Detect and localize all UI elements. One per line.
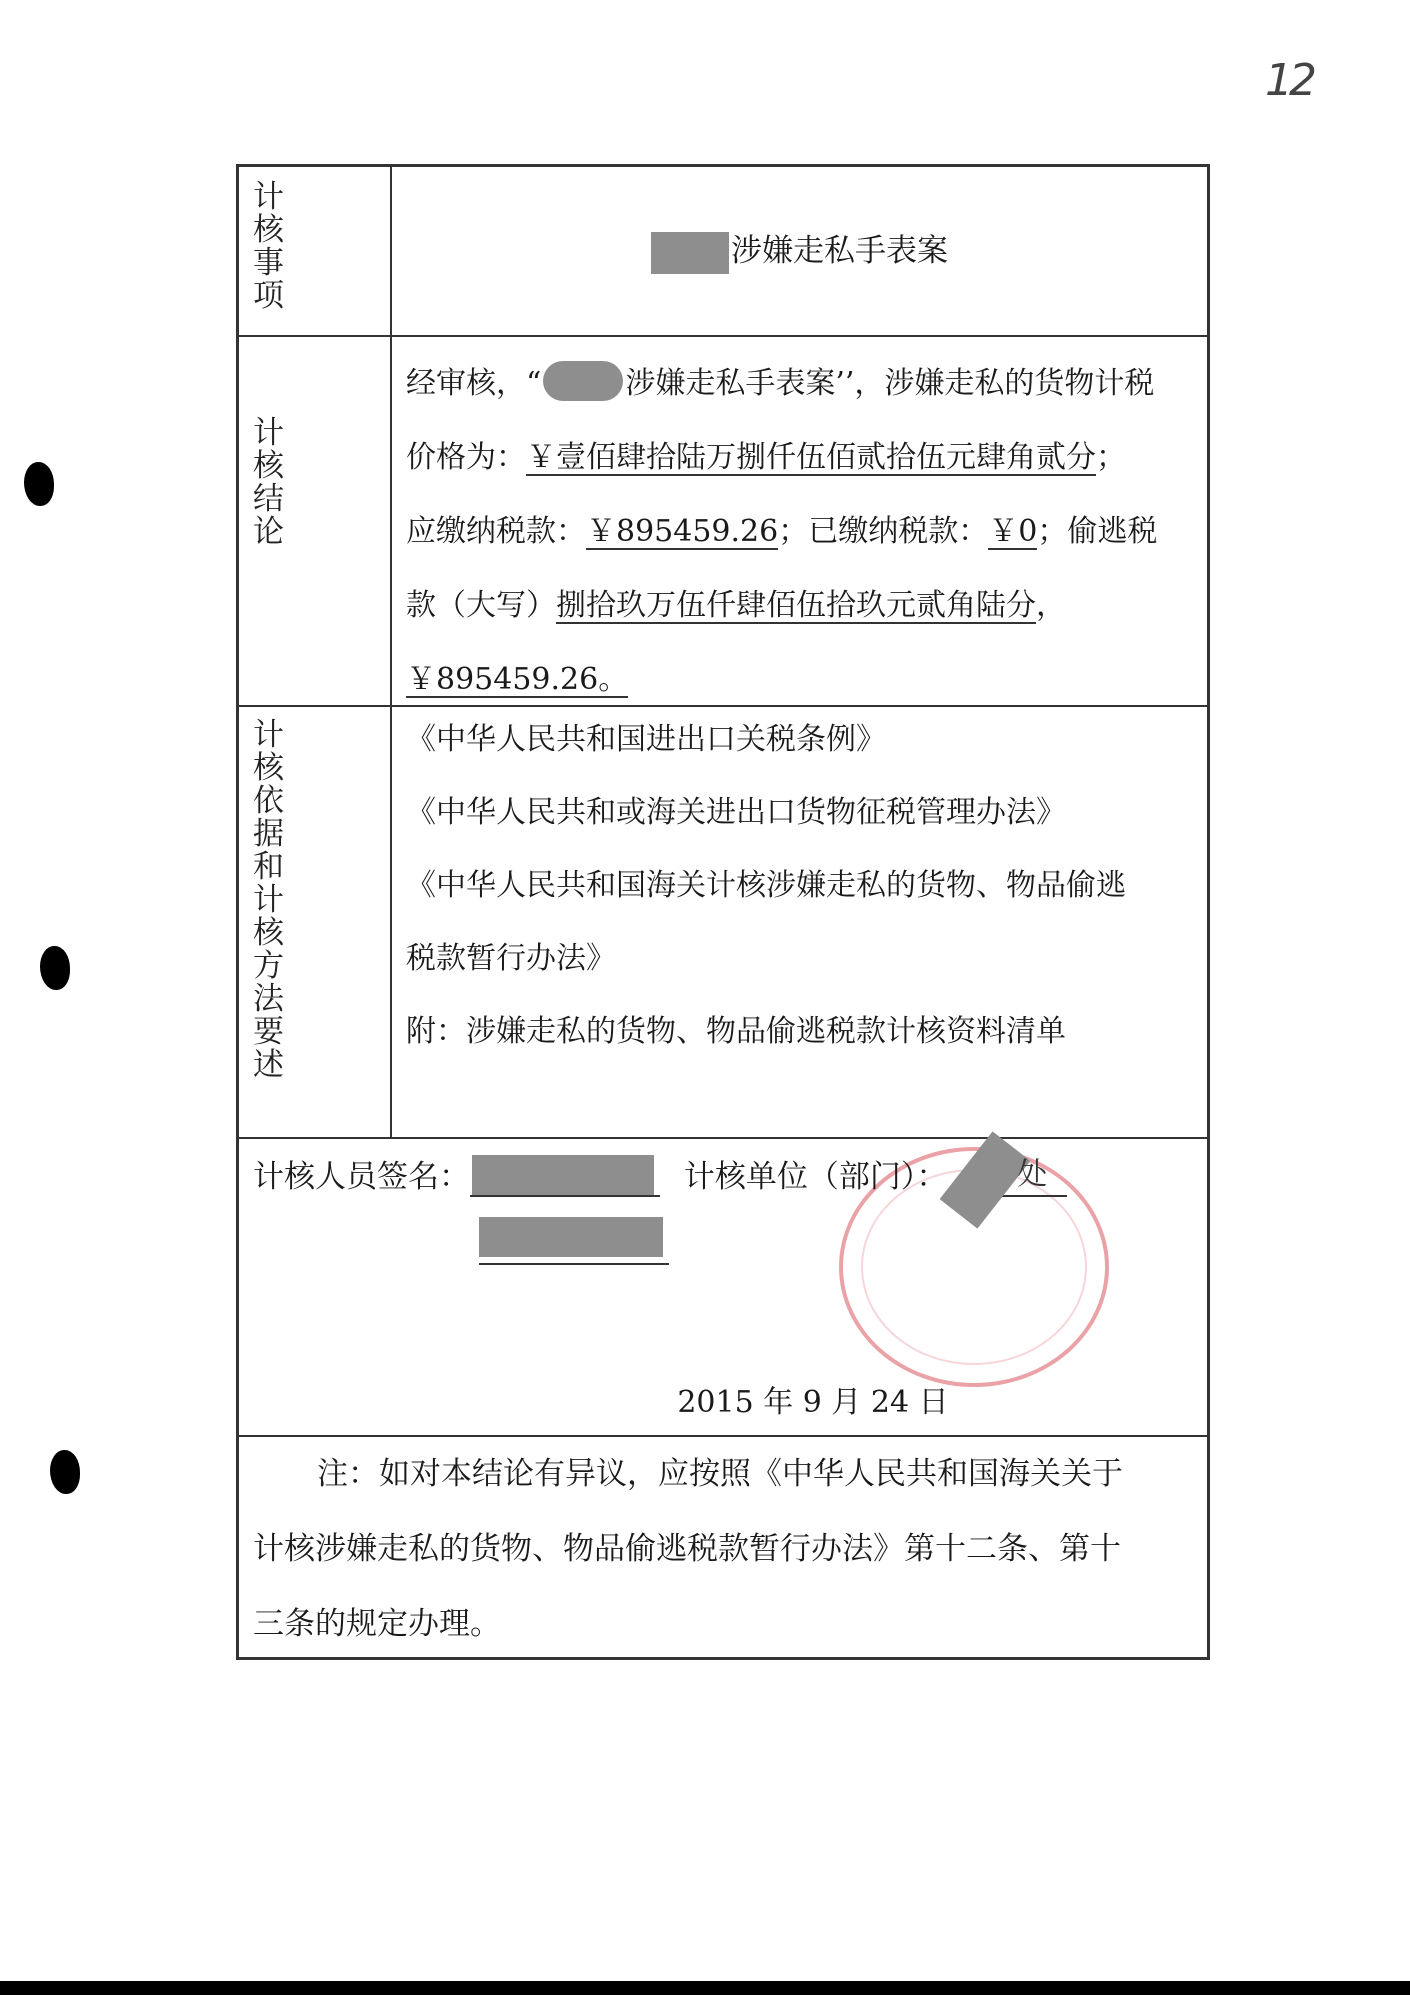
- subject-case-name: 涉嫌走私手表案: [731, 233, 948, 269]
- scan-edge: [0, 1981, 1410, 1995]
- subject-text: [392, 225, 1207, 274]
- conclusion-line-2: 价格为：￥壹佰肆拾陆万捌仟伍佰贰拾伍元肆角贰分；: [406, 440, 1126, 475]
- basis-line: 《中华人民共和国进出口关税条例》: [406, 722, 886, 757]
- conclusion-row: [239, 335, 1207, 705]
- basis-row: [239, 705, 1207, 1137]
- dept-suffix: 处: [1017, 1157, 1048, 1192]
- note-row: [239, 1435, 1207, 1660]
- page-number: 12: [1265, 55, 1313, 106]
- signer-signature-field: [470, 1155, 660, 1197]
- conclusion-line-4: 款（大写）捌拾玖万伍仟肆佰伍拾玖元贰角陆分，: [406, 588, 1066, 623]
- evaded-tax-value: ￥895459.26。: [406, 662, 629, 697]
- basis-content-cell: [392, 707, 1207, 1137]
- note-text: [253, 1437, 1195, 1662]
- redaction-block: [479, 1217, 663, 1257]
- tax-paid-value: ￥0: [988, 514, 1038, 549]
- punch-hole: [40, 946, 70, 990]
- conclusion-content-cell: [392, 337, 1207, 705]
- redaction-block: [472, 1155, 654, 1195]
- note-line: 计核涉嫌走私的货物、物品偷逃税款暂行办法》第十二条、第十: [253, 1531, 1121, 1567]
- basis-line: 《中华人民共和或海关进出口货物征税管理办法》: [406, 795, 1066, 830]
- basis-line: 《中华人民共和国海关计核涉嫌走私的货物、物品偷逃: [406, 868, 1126, 903]
- tax-payable-value: ￥895459.26: [586, 514, 779, 549]
- subject-label: 计核事项: [253, 179, 284, 314]
- note-line: 三条的规定办理。: [253, 1606, 501, 1642]
- punch-hole: [24, 462, 54, 506]
- signature-row: [239, 1137, 1207, 1435]
- note-line: 注：如对本结论有异议，应按照《中华人民共和国海关关于: [317, 1456, 1123, 1492]
- conclusion-line-3: 应缴纳税款：￥895459.26；已缴纳税款：￥0；偷逃税: [406, 514, 1158, 549]
- basis-line: 附：涉嫌走私的货物、物品偷逃税款计核资料清单: [406, 1014, 1066, 1049]
- basis-line: 税款暂行办法》: [406, 941, 616, 976]
- sign-date: 2015 年 9 月 24 日: [677, 1385, 949, 1420]
- signer-label: 计核人员签名：: [253, 1159, 470, 1195]
- basis-text: [406, 703, 1195, 1068]
- conclusion-label-cell: [239, 337, 392, 705]
- dept-label: 计核单位（部门）：: [683, 1159, 948, 1195]
- signature-line: [253, 1155, 1067, 1197]
- taxable-price-value: ￥壹佰肆拾陆万捌仟伍佰贰拾伍元肆角贰分: [526, 440, 1096, 475]
- conclusion-text: [406, 347, 1195, 717]
- punch-hole: [50, 1450, 80, 1494]
- subject-label-cell: [239, 167, 392, 335]
- dept-field: [947, 1155, 1067, 1197]
- second-signer-field: [479, 1217, 669, 1265]
- conclusion-label: 计核结论: [253, 415, 284, 550]
- basis-label: 计核依据和计核方法要述: [253, 717, 284, 1083]
- redaction-block: [543, 361, 623, 401]
- conclusion-line-1: 经审核，“ 涉嫌走私手表案’’，涉嫌走私的货物计税: [406, 347, 1195, 421]
- basis-label-cell: [239, 707, 392, 1137]
- audit-form-table: [236, 164, 1210, 1660]
- evaded-tax-words: 捌拾玖万伍仟肆佰伍拾玖元贰角陆分: [556, 588, 1036, 623]
- redaction-block: [651, 232, 729, 274]
- subject-content-cell: [392, 167, 1207, 335]
- subject-row: [239, 167, 1207, 335]
